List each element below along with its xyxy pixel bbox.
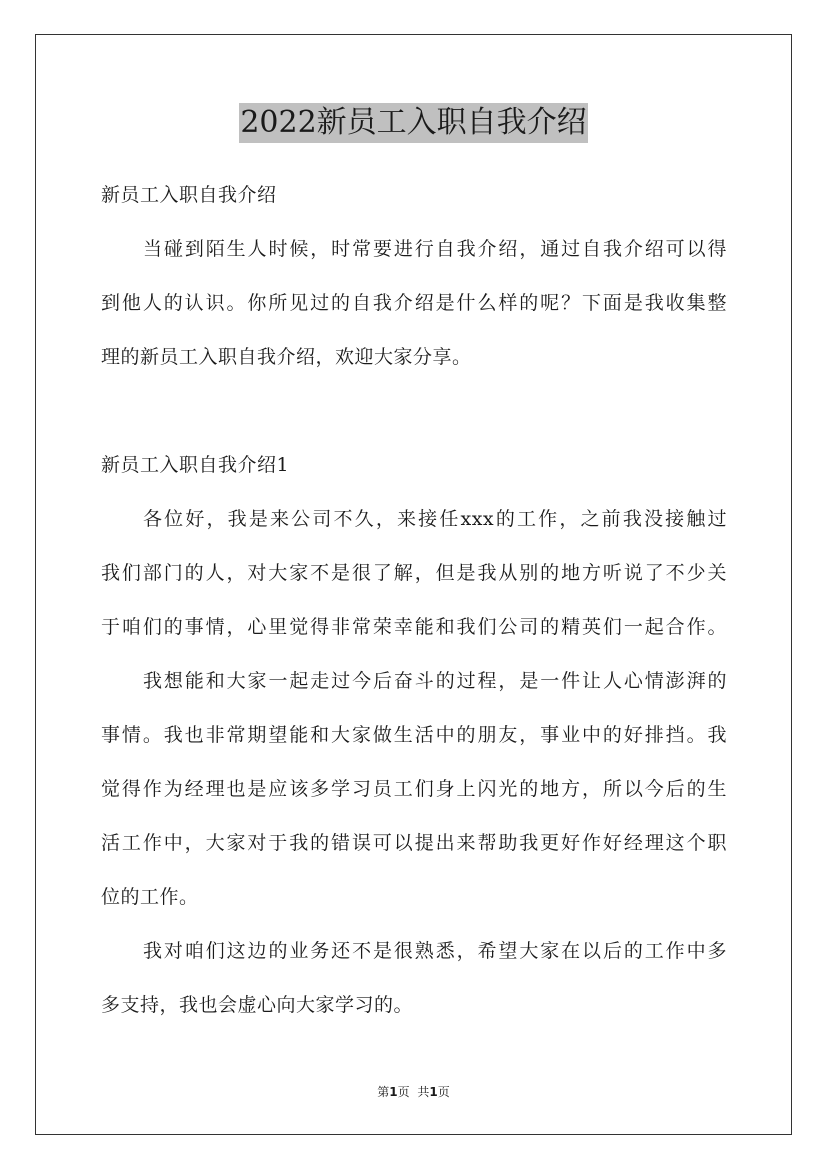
text-line: 多支持，我也会虚心向大家学习的。: [101, 994, 414, 1016]
text-line: 事情。我也非常期望能和大家做生活中的朋友，事业中的好排挡。我: [101, 724, 727, 746]
blank-line: [101, 384, 727, 438]
text-line: 当碰到陌生人时候，时常要进行自我介绍，通过自我介绍可以得: [143, 238, 727, 260]
document-title: 2022新员工入职自我介绍: [239, 103, 587, 143]
text-line: 理的新员工入职自我介绍，欢迎大家分享。: [101, 346, 472, 368]
text-line: 我对咱们这边的业务还不是很熟悉，希望大家在以后的工作中多: [143, 940, 727, 962]
page-number-prefix: 第: [377, 1085, 390, 1099]
text-line: 我们部门的人，对大家不是很了解，但是我从别的地方听说了不少关: [101, 562, 727, 584]
text-line: 到他人的认识。你所见过的自我介绍是什么样的呢？下面是我收集整: [101, 292, 727, 314]
page-number-current: 1: [389, 1085, 398, 1099]
text-line: 于咱们的事情，心里觉得非常荣幸能和我们公司的精英们一起合作。: [101, 616, 727, 638]
text-line: 位的工作。: [101, 886, 199, 908]
title-container: [0, 103, 827, 143]
page-number-suffix: 页: [397, 1085, 410, 1099]
text-line: 觉得作为经理也是应该多学习员工们身上闪光的地方，所以今后的生: [101, 778, 727, 800]
text-line: 活工作中，大家对于我的错误可以提出来帮助我更好作好经理这个职: [101, 832, 727, 854]
text-line: 我想能和大家一起走过今后奋斗的过程，是一件让人心情澎湃的: [143, 670, 727, 692]
document-body: [101, 168, 727, 1032]
total-pages-prefix: 共: [417, 1085, 430, 1099]
text-line: 新员工入职自我介绍1: [101, 454, 290, 476]
total-pages-suffix: 页: [437, 1085, 450, 1099]
text-line: 新员工入职自我介绍: [101, 184, 277, 206]
text-line: 各位好，我是来公司不久，来接任xxx的工作，之前我没接触过: [143, 508, 727, 530]
page-footer: [0, 1083, 827, 1101]
total-pages-count: 1: [429, 1085, 438, 1099]
